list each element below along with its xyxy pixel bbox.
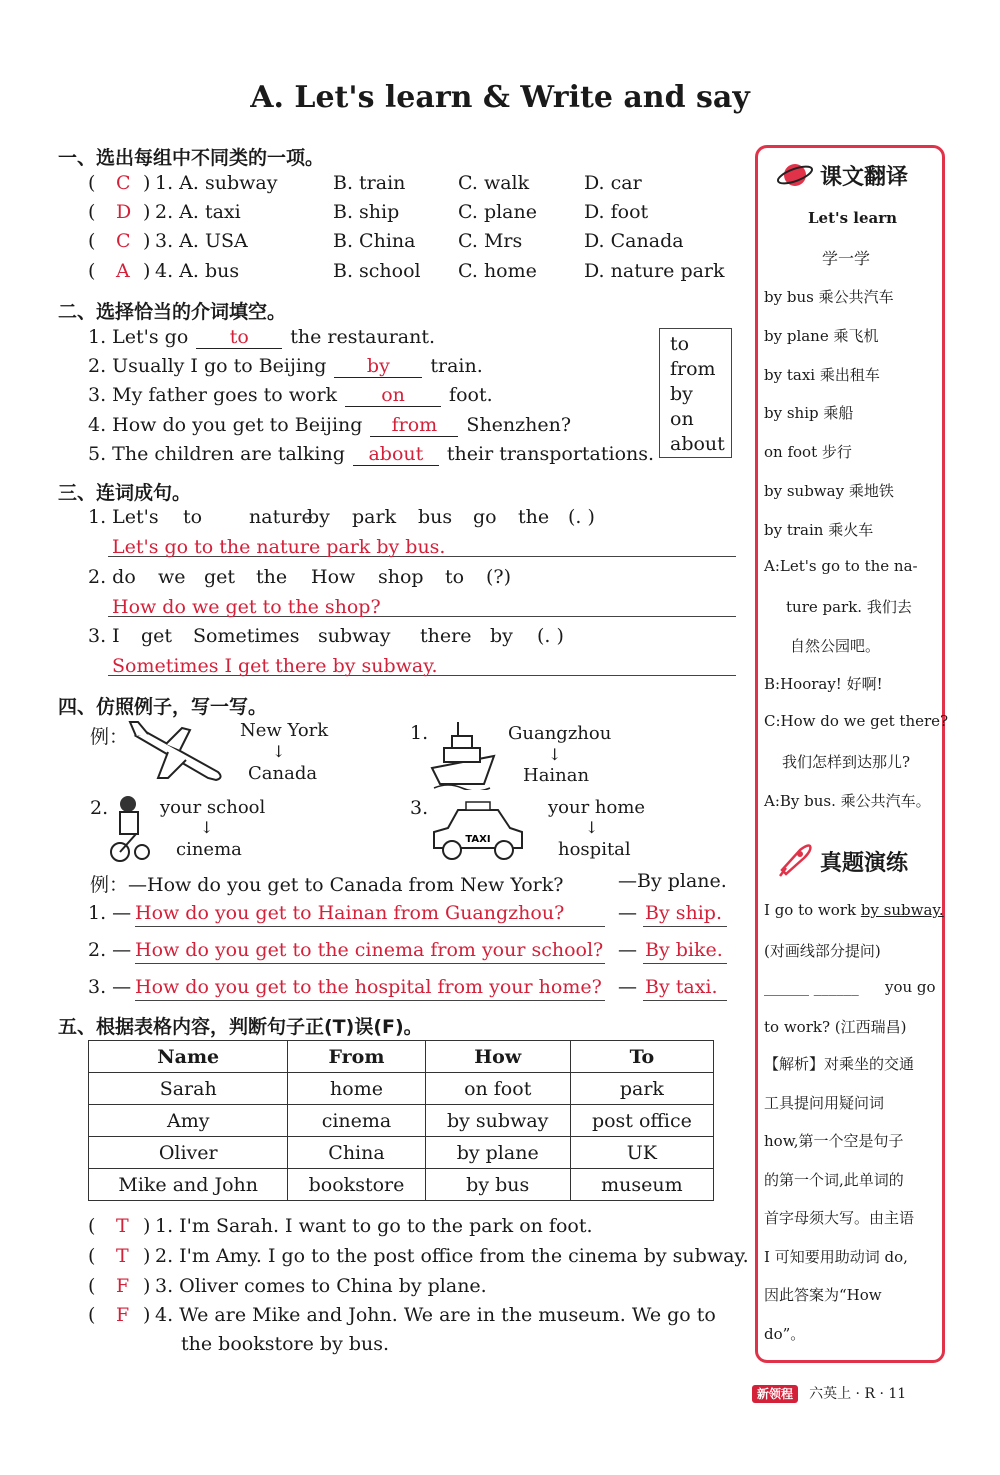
table-header: Name <box>89 1041 288 1073</box>
side-vocab-item: by train 乘火车 <box>764 520 874 539</box>
answer-line <box>135 963 605 964</box>
fill-blank-answer: on <box>345 384 441 407</box>
table-row <box>89 1169 714 1201</box>
bike-rider-picture <box>106 794 154 864</box>
side-exam-q2: (对画线部分提问) <box>764 942 881 960</box>
fill-blank-answer: to <box>196 326 282 349</box>
table-row <box>89 1073 714 1105</box>
word-box-item: to <box>670 333 690 355</box>
table-cell: Amy <box>89 1105 288 1137</box>
fill-blank-answer: about <box>353 443 439 466</box>
fill-blank-row <box>88 443 654 466</box>
table-cell: post office <box>570 1105 713 1137</box>
pic-1-num: 1. <box>410 722 429 744</box>
table-cell: cinema <box>288 1105 425 1137</box>
pic-2-from: your school <box>160 797 266 818</box>
footer-badge: 新领程 <box>752 1385 798 1403</box>
word-box-item: by <box>670 383 693 405</box>
paren-close: ) <box>143 172 151 194</box>
word-box-item: from <box>670 358 716 380</box>
answer-num: 1. — <box>88 902 132 924</box>
side-dialog-line: A:Let's go to the na- <box>764 557 918 575</box>
fill-blank-pre: 4. How do you get to Beijing <box>88 414 363 436</box>
pic-ex-from: New York <box>240 720 329 741</box>
scrambled-word: by <box>307 506 330 528</box>
pic-3-to: hospital <box>558 839 631 860</box>
section-1-heading: 一、选出每组中不同类的一项。 <box>58 147 325 169</box>
ship-picture <box>428 718 498 790</box>
scrambled-word: park <box>352 506 397 528</box>
judge-statement: 1. I'm Sarah. I want to go to the park on foot. <box>155 1215 593 1237</box>
side-dialog-line: A:By bus. 乘公共汽车。 <box>764 791 931 810</box>
table-cell: by bus <box>425 1169 570 1201</box>
paren-open: ( <box>88 1215 96 1237</box>
judge-statement: 3. Oliver comes to China by plane. <box>155 1275 487 1297</box>
arrow-icon: ↓ <box>200 818 214 837</box>
word-box-item: about <box>670 433 725 455</box>
scrambled-word: (. ) <box>568 506 595 528</box>
choice-option-d: D. nature park <box>584 260 725 282</box>
scrambled-word: get <box>141 625 173 647</box>
side-exam-q4: to work? (江西瑞昌) <box>764 1018 907 1036</box>
scrambled-word: to <box>445 566 465 588</box>
footer-page: 六英上 · R · 11 <box>809 1386 907 1402</box>
fill-blank-answer: by <box>334 355 422 378</box>
paren-close: ) <box>143 260 151 282</box>
answer-line <box>135 1000 605 1001</box>
side-dialog-line: 自然公园吧。 <box>790 636 881 655</box>
side-vocab-item: on foot 步行 <box>764 443 852 462</box>
arrow-icon: ↓ <box>548 745 562 764</box>
side-heading-translation: 课文翻译 <box>820 165 909 190</box>
side-dialog-line: B:Hooray! 好啊! <box>764 675 883 694</box>
fill-blank-post: train. <box>430 355 483 377</box>
table-cell: by subway <box>425 1105 570 1137</box>
reply-answer: By taxi. <box>645 976 718 998</box>
choice-option-b: B. train <box>333 172 406 194</box>
answer-dash: — <box>618 976 637 998</box>
side-analysis-line: 首字母须大写。由主语 <box>764 1209 915 1227</box>
sentence-answer: How do we get to the shop? <box>112 596 381 618</box>
paren-open: ( <box>88 172 96 194</box>
side-dialog-line: ture park. 我们去 <box>786 597 912 616</box>
side-dialog-line: 我们怎样到达那儿? <box>782 753 911 771</box>
reply-answer: By bike. <box>645 939 723 961</box>
side-analysis-line: 因此答案为“How <box>764 1286 882 1304</box>
table-header: From <box>288 1041 425 1073</box>
answer-line <box>643 963 727 964</box>
table-cell: bookstore <box>288 1169 425 1201</box>
answer-dash: — <box>618 939 637 961</box>
sentence-answer: Let's go to the nature park by bus. <box>112 536 446 558</box>
page-title: A. Let's learn & Write and say <box>250 80 750 115</box>
fill-blank-pre: 2. Usually I go to Beijing <box>88 355 327 377</box>
scrambled-word: shop <box>378 566 424 588</box>
scrambled-word: we <box>158 566 186 588</box>
choice-option-c: C. Mrs <box>458 230 523 252</box>
footer <box>752 1383 906 1403</box>
side-analysis-line: 工具提问用疑问词 <box>764 1093 885 1112</box>
answer-line <box>135 926 605 927</box>
pic-1-from: Guangzhou <box>508 723 612 744</box>
table-cell: China <box>288 1137 425 1169</box>
scrambled-word: to <box>183 506 203 528</box>
side-analysis-line: 的第一个词,此单词的 <box>764 1170 904 1189</box>
planet-icon <box>776 158 814 192</box>
pic-2-num: 2. <box>90 797 109 819</box>
word-box-item: on <box>670 408 694 430</box>
scrambled-word: (. ) <box>537 625 564 647</box>
paren-open: ( <box>88 260 96 282</box>
scrambled-word: 2. do <box>88 566 136 588</box>
table-cell: UK <box>570 1137 713 1169</box>
choice-option-b: B. school <box>333 260 421 282</box>
table-header: How <box>425 1041 570 1073</box>
choice-option-b: B. China <box>333 230 416 252</box>
pic-3-from: your home <box>548 797 646 818</box>
judge-answer: F <box>116 1275 130 1297</box>
fill-blank-pre: 3. My father goes to work <box>88 384 338 406</box>
paren-open: ( <box>88 230 96 252</box>
taxi-picture <box>428 800 528 862</box>
question-answer: How do you get to the cinema from your school? <box>135 939 604 961</box>
side-sub-lets-learn: Let's learn <box>808 209 898 227</box>
scrambled-word: How <box>311 566 356 588</box>
scrambled-word: by <box>490 625 513 647</box>
choice-option-b: B. ship <box>333 201 400 223</box>
table-row <box>89 1105 714 1137</box>
side-exam-q1-underlined: by subway. <box>860 901 944 919</box>
choice-option-d: D. Canada <box>584 230 684 252</box>
table-row <box>89 1137 714 1169</box>
side-vocab-item: by taxi 乘出租车 <box>764 365 880 384</box>
fill-blank-post: their transportations. <box>446 443 655 465</box>
section-2-heading: 二、选择恰当的介词填空。 <box>58 301 287 323</box>
scrambled-word: (?) <box>486 566 512 588</box>
side-analysis-line: 【解析】对乘坐的交通 <box>764 1055 915 1073</box>
side-exam-q1-text: I go to work <box>764 901 861 919</box>
example-label: 例： <box>90 726 129 748</box>
section-5-heading: 五、根据表格内容，判断句子正(T)误(F)。 <box>58 1016 423 1038</box>
choice-question: 3. A. USA <box>155 230 248 252</box>
arrow-icon: ↓ <box>272 742 286 761</box>
table-cell: home <box>288 1073 425 1105</box>
side-vocab-item: by plane 乘飞机 <box>764 326 879 345</box>
table-cell: on foot <box>425 1073 570 1105</box>
question-answer: How do you get to the hospital from your home? <box>135 976 602 998</box>
choice-option-c: C. plane <box>458 201 537 223</box>
example-answer: —By plane. <box>618 870 727 892</box>
scrambled-word: 3. I <box>88 625 120 647</box>
example-question: 例：—How do you get to Canada from New York? <box>90 874 564 896</box>
scrambled-word: the <box>518 506 550 528</box>
arrow-icon: ↓ <box>585 818 599 837</box>
choice-answer: D <box>116 201 132 223</box>
side-sub-learn: 学一学 <box>822 249 871 268</box>
judge-statement: 2. I'm Amy. I go to the post office from the cinema by subway. <box>155 1245 749 1267</box>
table-cell: Oliver <box>89 1137 288 1169</box>
fill-blank-row <box>88 414 571 437</box>
fill-blank-pre: 1. Let's go <box>88 326 189 348</box>
choice-option-d: D. foot <box>584 201 649 223</box>
scrambled-word: the <box>256 566 288 588</box>
scrambled-word: bus <box>418 506 453 528</box>
judge-answer: F <box>116 1304 130 1326</box>
fill-blank-post: Shenzhen? <box>466 414 572 436</box>
fill-blank-post: the restaurant. <box>290 326 436 348</box>
table-cell: park <box>570 1073 713 1105</box>
fill-blank-pre: 5. The children are talking <box>88 443 345 465</box>
table-header: To <box>570 1041 713 1073</box>
table-cell: Mike and John <box>89 1169 288 1201</box>
answer-line <box>643 1000 727 1001</box>
side-heading-exam: 真题演练 <box>820 851 909 876</box>
paren-open: ( <box>88 1245 96 1267</box>
choice-option-c: C. home <box>458 260 537 282</box>
taxi-sign: TAXI <box>465 834 491 845</box>
plane-picture <box>128 718 228 788</box>
paren-close: ) <box>143 230 151 252</box>
rocket-icon <box>774 840 814 878</box>
paren-close: ) <box>143 201 151 223</box>
side-vocab-item: by ship 乘船 <box>764 404 854 423</box>
side-analysis-line: how,第一个空是句子 <box>764 1132 904 1150</box>
question-answer: How do you get to Hainan from Guangzhou? <box>135 902 565 924</box>
choice-answer: C <box>116 230 131 252</box>
answer-dash: — <box>618 902 637 924</box>
info-table <box>88 1040 714 1201</box>
side-exam-blanks: ______ ______ <box>764 978 859 996</box>
choice-question: 2. A. taxi <box>155 201 241 223</box>
scrambled-word: Sometimes <box>193 625 300 647</box>
judge-4-continued: the bookstore by bus. <box>181 1333 390 1355</box>
paren-close: ) <box>143 1304 151 1326</box>
pic-1-to: Hainan <box>523 765 590 786</box>
scrambled-word: 1. Let's <box>88 506 159 528</box>
choice-answer: A <box>116 260 130 282</box>
fill-blank-row <box>88 355 483 378</box>
side-exam-q3: you go <box>885 978 936 996</box>
reply-answer: By ship. <box>645 902 723 924</box>
section-4-heading: 四、仿照例子，写一写。 <box>58 696 268 718</box>
side-vocab-item: by subway 乘地铁 <box>764 482 894 500</box>
fill-blank-row <box>88 326 435 349</box>
table-cell: Sarah <box>89 1073 288 1105</box>
fill-blank-answer: from <box>370 414 458 437</box>
sentence-answer: Sometimes I get there by subway. <box>112 655 438 677</box>
paren-close: ) <box>143 1245 151 1267</box>
paren-close: ) <box>143 1275 151 1297</box>
answer-num: 2. — <box>88 939 132 961</box>
fill-blank-post: foot. <box>449 384 493 406</box>
table-cell: by plane <box>425 1137 570 1169</box>
choice-question: 1. A. subway <box>155 172 278 194</box>
table-cell: museum <box>570 1169 713 1201</box>
side-analysis-line: I 可知要用助动词 do, <box>764 1247 908 1266</box>
paren-open: ( <box>88 1275 96 1297</box>
paren-open: ( <box>88 201 96 223</box>
choice-answer: C <box>116 172 131 194</box>
answer-num: 3. — <box>88 976 132 998</box>
side-dialog-line: C:How do we get there? <box>764 712 949 731</box>
pic-ex-to: Canada <box>248 763 318 784</box>
pic-3-num: 3. <box>410 797 429 819</box>
choice-option-d: D. car <box>584 172 642 194</box>
paren-open: ( <box>88 1304 96 1326</box>
scrambled-word: there <box>420 625 472 647</box>
scrambled-word: go <box>473 506 497 528</box>
word-box <box>659 328 732 458</box>
answer-line <box>643 926 727 927</box>
fill-blank-row <box>88 384 493 407</box>
side-exam-q1 <box>764 901 944 919</box>
scrambled-word: nature <box>249 506 313 528</box>
scrambled-word: get <box>204 566 236 588</box>
judge-answer: T <box>116 1245 129 1267</box>
choice-option-c: C. walk <box>458 172 530 194</box>
judge-statement: 4. We are Mike and John. We are in the museum. We go to <box>155 1304 716 1326</box>
side-analysis-line: do”。 <box>764 1324 806 1343</box>
side-vocab-item: by bus 乘公共汽车 <box>764 288 894 306</box>
scrambled-word: subway <box>318 625 391 647</box>
section-3-heading: 三、连词成句。 <box>58 482 192 504</box>
paren-close: ) <box>143 1215 151 1237</box>
choice-question: 4. A. bus <box>155 260 240 282</box>
judge-answer: T <box>116 1215 129 1237</box>
pic-2-to: cinema <box>176 839 242 860</box>
